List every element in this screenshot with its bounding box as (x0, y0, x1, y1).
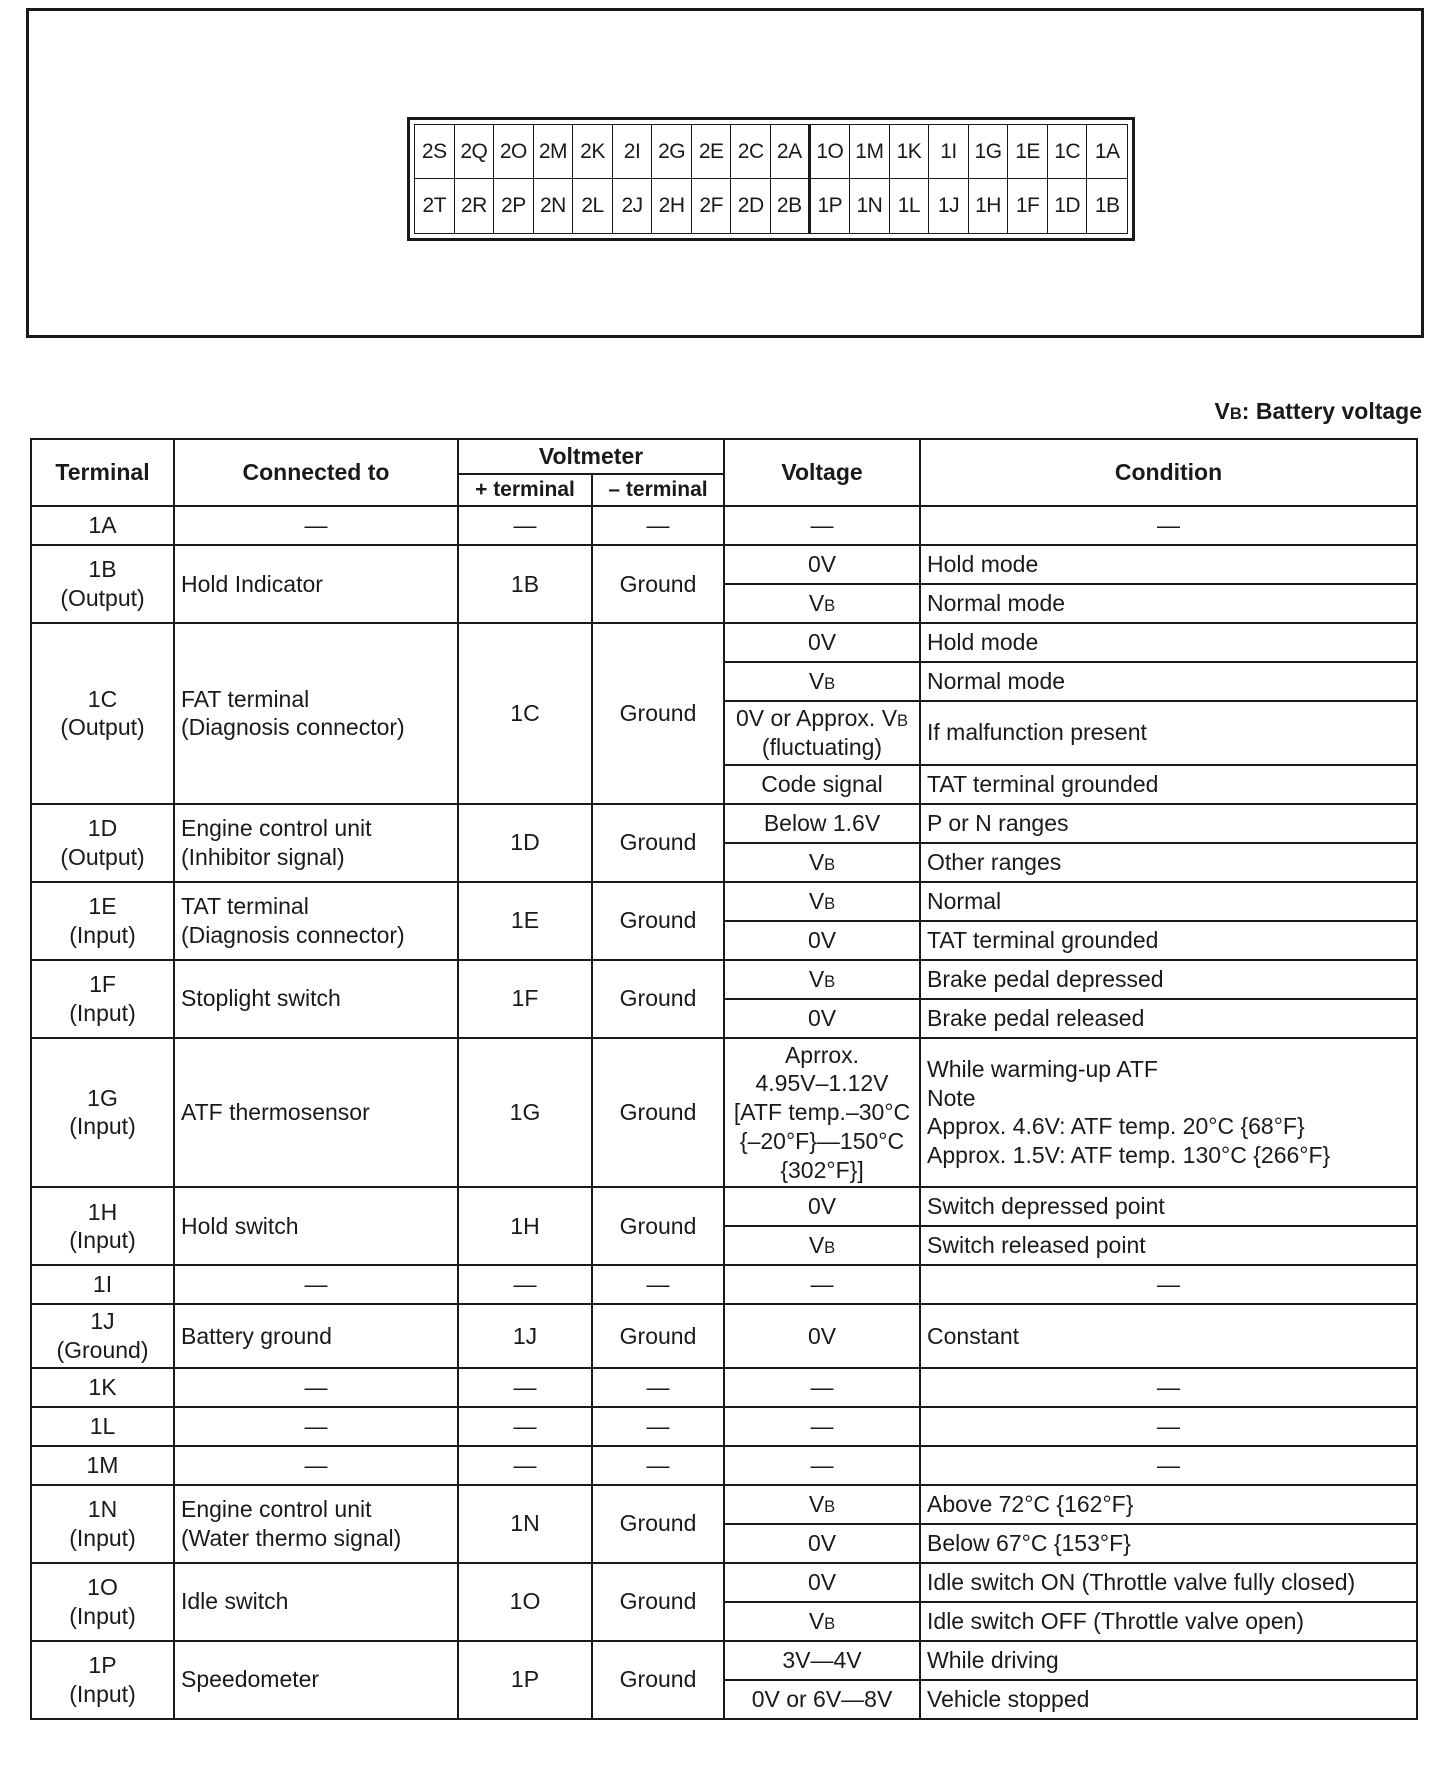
table-row (31, 506, 1417, 545)
terminal-cell (31, 1563, 174, 1641)
terminal-cell (31, 1265, 174, 1304)
connector-pin: 1B (1094, 194, 1120, 217)
terminal-type: (Ground) (56, 1337, 149, 1363)
header-plus-terminal: + terminal (458, 474, 592, 506)
terminal-id: 1G (87, 1084, 118, 1111)
voltage-cell: — (724, 1446, 920, 1485)
minus-terminal-cell: — (592, 506, 724, 545)
minus-terminal-cell: Ground (592, 1641, 724, 1719)
connector-pin: 2I (613, 125, 653, 179)
voltage-cell: 0V (724, 545, 920, 584)
terminal-type: (Input) (69, 999, 136, 1026)
minus-terminal-cell: Ground (592, 804, 724, 882)
terminal-type: (Input) (69, 1113, 136, 1140)
connector-pin: 2L (573, 179, 613, 233)
voltage-cell: Code signal (724, 765, 920, 804)
connector-pin: 2N (534, 179, 574, 233)
terminal-cell (31, 506, 174, 545)
vb-note-text: VB: Battery voltage (1214, 398, 1422, 424)
connector-pin: 2C (731, 125, 771, 179)
table-row (31, 1304, 1417, 1368)
terminal-id: 1E (88, 892, 117, 919)
table-row (31, 1187, 1417, 1226)
condition-cell: Switch released point (920, 1226, 1417, 1265)
voltage-cell: — (724, 1368, 920, 1407)
terminal-id: 1L (89, 1412, 116, 1439)
connector-diagram-frame (26, 8, 1424, 338)
table-row (31, 1407, 1417, 1446)
condition-cell: Switch depressed point (920, 1187, 1417, 1226)
minus-terminal-cell: Ground (592, 623, 724, 804)
condition-cell: Normal (920, 882, 1417, 921)
voltage-cell: 0V (724, 999, 920, 1038)
table-row (31, 1641, 1417, 1680)
plus-terminal-cell: 1E (458, 882, 592, 960)
plus-terminal-cell: 1P (458, 1641, 592, 1719)
connector-pin: 1K (890, 125, 930, 179)
connected-to-cell: Idle switch (174, 1563, 458, 1641)
connected-to-cell: ATF thermosensor (174, 1038, 458, 1188)
voltage-cell: 3V—4V (724, 1641, 920, 1680)
connector-pin: 2F (692, 179, 732, 233)
table-row (31, 1563, 1417, 1602)
terminal-id: 1K (88, 1373, 117, 1400)
terminal-cell (31, 545, 174, 623)
connector-pin: 2G (652, 125, 692, 179)
condition-cell: — (920, 1265, 1417, 1304)
plus-terminal-cell: 1C (458, 623, 592, 804)
plus-terminal-cell: 1O (458, 1563, 592, 1641)
condition-cell: Brake pedal released (920, 999, 1417, 1038)
voltage-cell: Aprrox. 4.95V–1.12V [ATF temp.–30°C {–20°F}—150°C {302°F}] (724, 1038, 920, 1188)
voltage-cell: VB (724, 960, 920, 999)
connected-to-cell: Hold Indicator (174, 545, 458, 623)
connected-to-cell: Engine control unit (Inhibitor signal) (174, 804, 458, 882)
terminal-id: 1A (88, 512, 117, 539)
terminal-type: (Input) (69, 921, 136, 948)
voltage-cell: 0V or 6V—8V (724, 1680, 920, 1719)
minus-terminal-cell: — (592, 1368, 724, 1407)
connector-pin: 2K (573, 125, 613, 179)
plus-terminal-cell: — (458, 1446, 592, 1485)
connector-pin: 1L (890, 179, 930, 233)
connector-pin: 1F (1008, 179, 1048, 233)
voltage-cell: 0V (724, 1524, 920, 1563)
condition-cell: P or N ranges (920, 804, 1417, 843)
voltage-cell: — (724, 1407, 920, 1446)
terminal-id: 1N (87, 1496, 118, 1522)
condition-cell: If malfunction present (920, 701, 1417, 765)
connected-to-cell: TAT terminal (Diagnosis connector) (174, 882, 458, 960)
voltage-cell: 0V or Approx. VB (fluctuating) (724, 701, 920, 765)
terminal-cell (31, 1304, 174, 1368)
plus-terminal-cell: — (458, 506, 592, 545)
condition-cell: — (920, 506, 1417, 545)
plus-terminal-cell: 1J (458, 1304, 592, 1368)
terminal-cell (31, 1485, 174, 1563)
condition-cell: Idle switch OFF (Throttle valve open) (920, 1602, 1417, 1641)
connector-pin: 2H (652, 179, 692, 233)
terminal-type: (Input) (69, 1524, 136, 1551)
connected-to-cell: Stoplight switch (174, 960, 458, 1038)
condition-cell: Vehicle stopped (920, 1680, 1417, 1719)
table-body (31, 506, 1417, 1719)
connected-to-cell: Hold switch (174, 1187, 458, 1265)
condition-cell: Hold mode (920, 623, 1417, 662)
connector-pin: 1N (850, 179, 890, 233)
terminal-cell (31, 882, 174, 960)
connector-pin: 2A (771, 125, 811, 179)
voltage-cell: VB (724, 1485, 920, 1524)
connector-pin: 1M (850, 125, 890, 179)
condition-cell: — (920, 1368, 1417, 1407)
table-row (31, 1265, 1417, 1304)
terminal-cell (31, 1368, 174, 1407)
table-row (31, 545, 1417, 584)
terminal-id: 1F (89, 970, 116, 997)
condition-cell: TAT terminal grounded (920, 765, 1417, 804)
condition-cell: TAT terminal grounded (920, 921, 1417, 960)
minus-terminal-cell: Ground (592, 545, 724, 623)
condition-cell: While driving (920, 1641, 1417, 1680)
table-row (31, 960, 1417, 999)
table-row (31, 882, 1417, 921)
terminal-id: 1P (88, 1652, 117, 1678)
terminal-id: 1H (87, 1198, 118, 1225)
minus-terminal-cell: — (592, 1265, 724, 1304)
terminal-cell (31, 960, 174, 1038)
table-row (31, 1368, 1417, 1407)
connector-pin: 1H (969, 179, 1009, 233)
condition-cell: Normal mode (920, 584, 1417, 623)
plus-terminal-cell: 1H (458, 1187, 592, 1265)
voltage-cell: VB (724, 662, 920, 701)
terminal-cell (31, 1641, 174, 1719)
minus-terminal-cell: Ground (592, 1563, 724, 1641)
plus-terminal-cell: 1N (458, 1485, 592, 1563)
voltage-cell: — (724, 506, 920, 545)
minus-terminal-cell: Ground (592, 1038, 724, 1188)
connector-pin: 1I (929, 125, 969, 179)
terminal-type: (Output) (60, 843, 145, 870)
connector-pin: 2E (692, 125, 732, 179)
terminal-id: 1J (90, 1308, 115, 1335)
header-condition: Condition (920, 439, 1417, 506)
header-voltage: Voltage (724, 439, 920, 506)
connector-pin: 2Q (455, 125, 495, 179)
terminal-cell (31, 1407, 174, 1446)
connector-pin: 1E (1008, 125, 1048, 179)
terminal-cell (31, 804, 174, 882)
condition-cell: Other ranges (920, 843, 1417, 882)
table-row (31, 1485, 1417, 1524)
minus-terminal-cell: Ground (592, 1304, 724, 1368)
voltage-cell: — (724, 1265, 920, 1304)
table-row (31, 623, 1417, 662)
condition-cell: Hold mode (920, 545, 1417, 584)
terminal-id: 1O (87, 1574, 118, 1600)
connected-to-cell: — (174, 1368, 458, 1407)
minus-terminal-cell: Ground (592, 1187, 724, 1265)
connected-to-cell: Speedometer (174, 1641, 458, 1719)
minus-terminal-cell: — (592, 1407, 724, 1446)
terminal-type: (Output) (60, 714, 145, 741)
connected-to-cell: — (174, 1265, 458, 1304)
terminal-type: (Input) (69, 1602, 136, 1629)
terminal-id: 1M (86, 1451, 119, 1478)
condition-cell: While warming-up ATF Note Approx. 4.6V: ATF temp. 20°C {68°F} Approx. 1.5V: ATF temp. 130°C {266°F} (920, 1038, 1417, 1188)
connector-pin: 1J (929, 179, 969, 233)
condition-cell: Normal mode (920, 662, 1417, 701)
table-row (31, 1446, 1417, 1485)
voltage-cell: 0V (724, 921, 920, 960)
voltage-cell: Below 1.6V (724, 804, 920, 843)
plus-terminal-cell: 1D (458, 804, 592, 882)
connector-pin-grid (414, 124, 1128, 234)
condition-cell: Brake pedal depressed (920, 960, 1417, 999)
connector-pin: 1D (1048, 179, 1088, 233)
terminal-voltage-table (30, 438, 1418, 1720)
plus-terminal-cell: — (458, 1368, 592, 1407)
connector-pin: 1P (811, 179, 851, 233)
connector-pin: 2R (455, 179, 495, 233)
terminal-cell (31, 1446, 174, 1485)
connected-to-cell: Battery ground (174, 1304, 458, 1368)
connected-to-cell: Engine control unit (Water thermo signal) (174, 1485, 458, 1563)
connector-pin: 1O (811, 125, 851, 179)
voltage-cell: 0V (724, 623, 920, 662)
condition-cell: Constant (920, 1304, 1417, 1368)
terminal-cell (31, 623, 174, 804)
plus-terminal-cell: — (458, 1265, 592, 1304)
minus-terminal-cell: Ground (592, 960, 724, 1038)
voltage-cell: 0V (724, 1563, 920, 1602)
plus-terminal-cell: 1G (458, 1038, 592, 1188)
battery-voltage-note (1214, 398, 1422, 425)
terminal-id: 1B (88, 556, 117, 583)
table-row (31, 804, 1417, 843)
connector-pin: 2D (731, 179, 771, 233)
voltage-cell: 0V (724, 1304, 920, 1368)
minus-terminal-cell: Ground (592, 882, 724, 960)
voltage-cell: 0V (724, 1187, 920, 1226)
header-voltmeter: Voltmeter (458, 439, 724, 474)
connector-block (407, 117, 1135, 241)
connector-pin: 1G (969, 125, 1009, 179)
terminal-type: (Input) (69, 1227, 136, 1254)
plus-terminal-cell: 1F (458, 960, 592, 1038)
terminal-type: (Output) (60, 585, 145, 611)
connector-pin: 2T (415, 179, 455, 233)
connector-pin: 2J (613, 179, 653, 233)
condition-cell: — (920, 1446, 1417, 1485)
terminal-id: 1I (92, 1271, 113, 1298)
minus-terminal-cell: — (592, 1446, 724, 1485)
plus-terminal-cell: 1B (458, 545, 592, 623)
voltage-cell: VB (724, 584, 920, 623)
connector-pin: 2B (771, 179, 811, 233)
terminal-cell (31, 1038, 174, 1188)
connector-pin: 2P (494, 179, 534, 233)
header-connected-to: Connected to (174, 439, 458, 506)
header-terminal: Terminal (31, 439, 174, 506)
voltage-cell: VB (724, 882, 920, 921)
header-minus-terminal: – terminal (592, 474, 724, 506)
voltage-cell: VB (724, 1226, 920, 1265)
terminal-type: (Input) (69, 1680, 136, 1707)
terminal-id: 1D (87, 814, 118, 841)
connector-pin: 2M (534, 125, 574, 179)
connected-to-cell: — (174, 1446, 458, 1485)
plus-terminal-cell: — (458, 1407, 592, 1446)
connected-to-cell: FAT terminal (Diagnosis connector) (174, 623, 458, 804)
condition-cell: Below 67°C {153°F} (920, 1524, 1417, 1563)
condition-cell: Above 72°C {162°F} (920, 1485, 1417, 1524)
table-row (31, 1038, 1417, 1188)
connector-pin: 2O (494, 125, 534, 179)
voltage-cell: VB (724, 1602, 920, 1641)
terminal-cell (31, 1187, 174, 1265)
connector-pin: 1A (1087, 125, 1127, 179)
connected-to-cell: — (174, 506, 458, 545)
terminal-id: 1C (87, 685, 118, 712)
connector-pin: 2S (415, 125, 455, 179)
connector-pin: 1C (1048, 125, 1088, 179)
minus-terminal-cell: Ground (592, 1485, 724, 1563)
connected-to-cell: — (174, 1407, 458, 1446)
voltage-cell: VB (724, 843, 920, 882)
condition-cell: — (920, 1407, 1417, 1446)
condition-cell: Idle switch ON (Throttle valve fully closed) (920, 1563, 1417, 1602)
